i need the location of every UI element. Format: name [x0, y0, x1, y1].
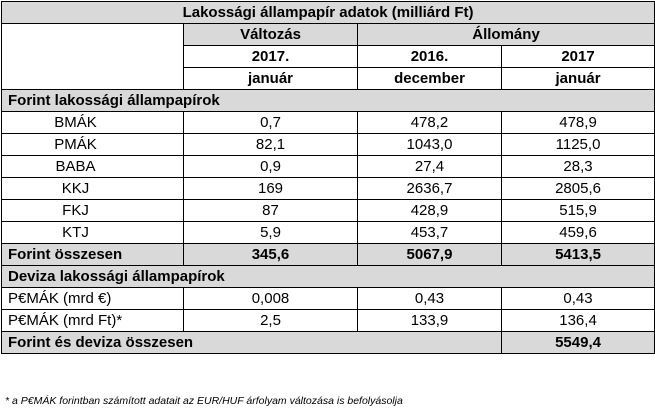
section-deviza: Deviza lakossági állampapírok	[2, 266, 655, 288]
row-change: 0,008	[184, 288, 358, 310]
row-dec2016: 27,4	[358, 156, 502, 178]
header-col3-month: január	[502, 68, 655, 90]
bond-data-table	[1, 1, 655, 354]
header-empty-cell	[2, 24, 184, 90]
row-dec2016: 1043,0	[358, 134, 502, 156]
table-row	[2, 134, 655, 156]
table-row	[2, 156, 655, 178]
grand-total-jan2017: 5549,4	[502, 332, 655, 354]
row-dec2016: 428,9	[358, 200, 502, 222]
row-change: 2,5	[184, 310, 358, 332]
table-title: Lakossági állampapír adatok (milliárd Ft)	[2, 2, 655, 24]
header-allomany: Állomány	[358, 24, 655, 46]
grand-total-row	[2, 332, 655, 354]
row-change: 169	[184, 178, 358, 200]
forint-total-label: Forint összesen	[2, 244, 184, 266]
row-jan2017: 515,9	[502, 200, 655, 222]
table-row	[2, 178, 655, 200]
forint-total-jan2017: 5413,5	[502, 244, 655, 266]
row-label: PMÁK	[2, 134, 184, 156]
header-col2-month: december	[358, 68, 502, 90]
header-valtozas: Változás	[184, 24, 358, 46]
row-label: P€MÁK (mrd €)	[2, 288, 184, 310]
section-forint: Forint lakossági állampapírok	[2, 90, 655, 112]
table-row	[2, 288, 655, 310]
row-jan2017: 0,43	[502, 288, 655, 310]
row-change: 82,1	[184, 134, 358, 156]
row-jan2017: 1125,0	[502, 134, 655, 156]
row-jan2017: 478,9	[502, 112, 655, 134]
row-dec2016: 478,2	[358, 112, 502, 134]
row-jan2017: 2805,6	[502, 178, 655, 200]
row-change: 5,9	[184, 222, 358, 244]
row-label: P€MÁK (mrd Ft)*	[2, 310, 184, 332]
row-label: KKJ	[2, 178, 184, 200]
forint-total-change: 345,6	[184, 244, 358, 266]
row-label: KTJ	[2, 222, 184, 244]
row-change: 87	[184, 200, 358, 222]
row-label: BABA	[2, 156, 184, 178]
row-jan2017: 28,3	[502, 156, 655, 178]
row-dec2016: 133,9	[358, 310, 502, 332]
row-label: BMÁK	[2, 112, 184, 134]
header-col1-month: január	[184, 68, 358, 90]
row-dec2016: 453,7	[358, 222, 502, 244]
header-col3-year: 2017	[502, 46, 655, 68]
table-row	[2, 112, 655, 134]
row-change: 0,9	[184, 156, 358, 178]
table-row	[2, 310, 655, 332]
table-row	[2, 200, 655, 222]
row-dec2016: 2636,7	[358, 178, 502, 200]
forint-total-dec2016: 5067,9	[358, 244, 502, 266]
row-jan2017: 136,4	[502, 310, 655, 332]
row-label: FKJ	[2, 200, 184, 222]
row-jan2017: 459,6	[502, 222, 655, 244]
header-col2-year: 2016.	[358, 46, 502, 68]
header-col1-year: 2017.	[184, 46, 358, 68]
grand-total-label: Forint és deviza összesen	[2, 332, 502, 354]
table-row	[2, 222, 655, 244]
row-dec2016: 0,43	[358, 288, 502, 310]
forint-total-row	[2, 244, 655, 266]
footnote: * a P€MÁK forintban számított adatait az EUR/HUF árfolyam változása is befolyásolja	[5, 395, 403, 407]
row-change: 0,7	[184, 112, 358, 134]
